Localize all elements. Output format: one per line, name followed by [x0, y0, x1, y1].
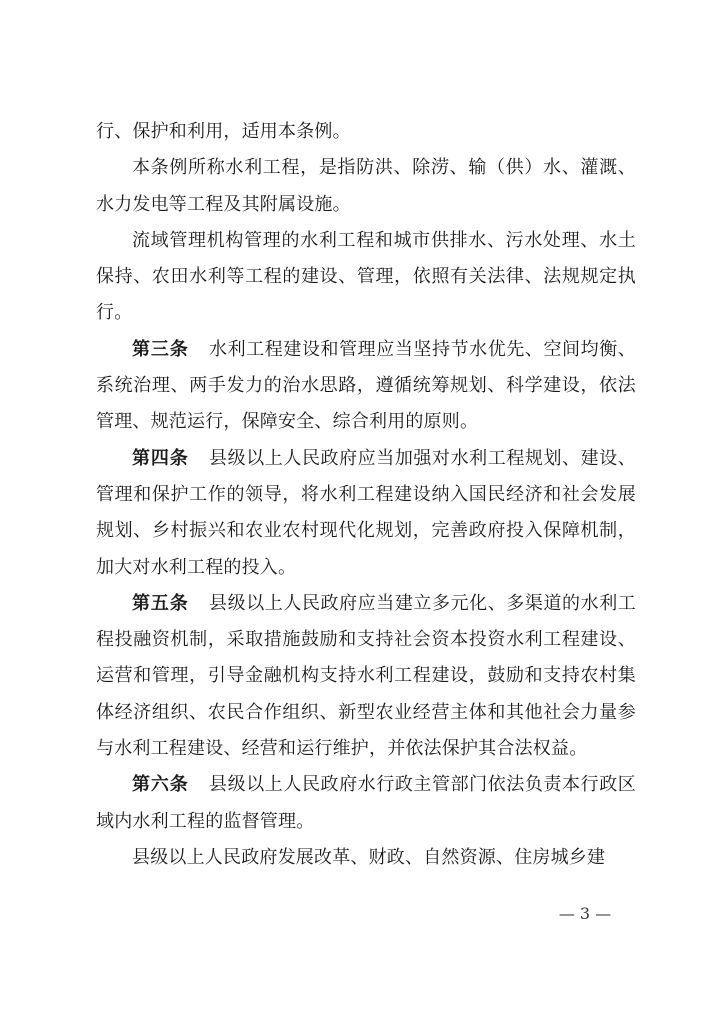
- article-heading: 第四条: [132, 447, 189, 469]
- body-text: [96, 114, 636, 876]
- paragraph-p1: [96, 114, 636, 150]
- paragraph-text: 流域管理机构管理的水利工程和城市供排水、污水处理、水土保持、农田水利等工程的建设、管理，依照有关法律、法规规定执行。: [96, 229, 636, 324]
- article-heading: 第五条: [132, 592, 189, 614]
- paragraph-p8: [96, 840, 636, 876]
- paragraph-text: 本条例所称水利工程，是指防洪、除涝、输（供）水、灌溉、水力发电等工程及其附属设施。: [96, 157, 636, 215]
- paragraph-text: 行、保护和利用，适用本条例。: [96, 121, 351, 142]
- page-number: — 3 —: [558, 904, 612, 923]
- article-5: [96, 586, 636, 767]
- paragraph-text: 县级以上人民政府发展改革、财政、自然资源、住房城乡建: [132, 846, 606, 868]
- paragraph-text: 水利工程建设和管理应当坚持节水优先、空间均衡、系统治理、两手发力的治水思路，遵循统筹规划、科学建设，依法管理、规范运行，保障安全、综合利用的原则。: [96, 338, 637, 433]
- article-4: [96, 441, 636, 586]
- article-3: [96, 332, 636, 441]
- paragraph-p3: [96, 223, 636, 332]
- article-6: [96, 767, 636, 840]
- paragraph-text: 县级以上人民政府应当建立多元化、多渠道的水利工程投融资机制，采取措施鼓励和支持社会资本投资水利工程建设、运营和管理，引导金融机构支持水利工程建设，鼓励和支持农村集体经济组织、农民合作组织、新型农业经营主体和其他社会力量参与水利工程建设、经营和运行维护，并依法保护其合法权益。: [96, 592, 637, 760]
- paragraph-p2: [96, 150, 636, 223]
- paragraph-text: 县级以上人民政府水行政主管部门依法负责本行政区域内水利工程的监督管理。: [96, 774, 637, 832]
- article-heading: 第三条: [132, 338, 189, 360]
- paragraph-text: 县级以上人民政府应当加强对水利工程规划、建设、管理和保护工作的领导，将水利工程建设纳入国民经济和社会发展规划、乡村振兴和农业农村现代化规划，完善政府投入保障机制，加大对水利工程的投入。: [96, 447, 637, 578]
- article-heading: 第六条: [132, 774, 189, 796]
